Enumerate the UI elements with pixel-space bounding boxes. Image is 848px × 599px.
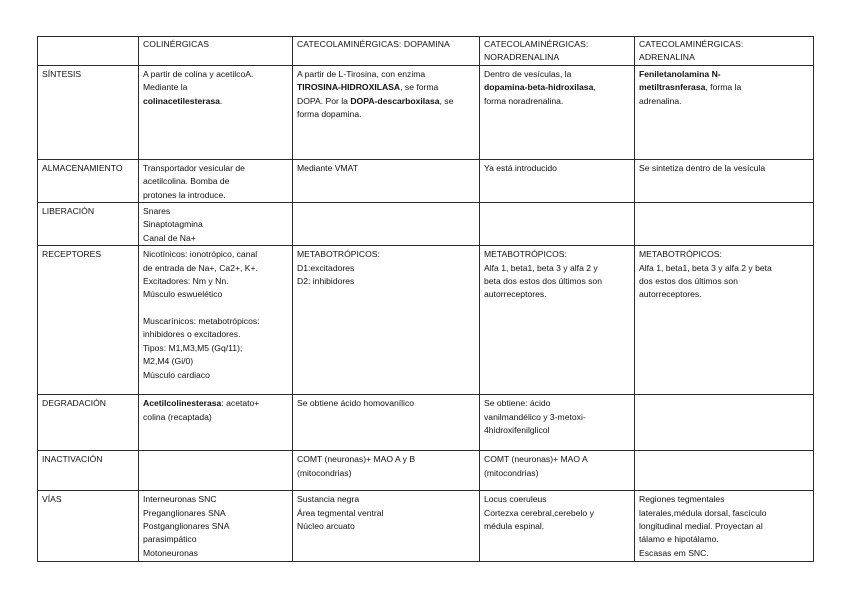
- cell-text-line: vanilmandélico y 3-metoxi-: [484, 411, 586, 422]
- table-cell: [480, 395, 635, 451]
- cell-text-line: Locus coeruleus: [484, 494, 547, 505]
- cell-text-line: (mitocondrias): [484, 467, 539, 478]
- table-cell: [139, 202, 293, 245]
- cell-paragraph: [484, 453, 630, 480]
- cell-text-line: médula espinal.: [484, 520, 545, 531]
- table-cell: [480, 159, 635, 202]
- table-cell: [635, 395, 814, 451]
- cell-text-line: laterales,médula dorsal, fascículo: [639, 507, 767, 518]
- cell-text-line: longitudinal medial. Proyectan al: [639, 520, 763, 531]
- cell-text-line: [143, 95, 288, 108]
- cell-text-line: [484, 81, 630, 94]
- cell-text-line: VÍAS: [42, 494, 62, 505]
- cell-text-line: D1:excitadores: [297, 262, 355, 273]
- cell-text-line: Cortezxa cerebral,cerebelo y: [484, 507, 594, 518]
- header-row: [38, 37, 814, 66]
- cell-paragraph: [484, 68, 630, 108]
- cell-paragraph: [639, 248, 809, 302]
- cell-text-line: NORADRENALINA: [484, 52, 560, 63]
- cell-text-line: acetilcolina. Bomba de: [143, 176, 230, 187]
- cell-paragraph: [639, 493, 809, 560]
- cell-text-line: (mitocondrias): [297, 467, 352, 478]
- table-cell: [635, 491, 814, 562]
- cell-text-line: protones la introduce.: [143, 189, 226, 200]
- cell-text-line: CATECOLAMINÉRGICAS:: [639, 39, 744, 49]
- cell-text-line: Sinaptotagmina: [143, 219, 203, 230]
- cell-text-line: colina (recaptada): [143, 411, 212, 422]
- cell-paragraph: [42, 248, 134, 261]
- column-header: [635, 37, 814, 66]
- cell-text-line: SÍNTESIS: [42, 68, 82, 79]
- cell-text-line: parasimpático: [143, 534, 197, 545]
- cell-text-line: Regiones tegmentales: [639, 494, 725, 505]
- cell-paragraph: [639, 68, 809, 108]
- text-segment: , se forma: [400, 82, 439, 93]
- cell-paragraph: [484, 248, 630, 302]
- cell-text-line: Escasas em SNC.: [639, 547, 709, 558]
- cell-paragraph: [143, 38, 288, 51]
- row-header: [38, 202, 139, 245]
- row-header: [38, 246, 139, 395]
- cell-paragraph: [639, 38, 809, 65]
- table-cell: [293, 395, 480, 451]
- cell-text-line: Preganglionares SNA: [143, 507, 226, 518]
- cell-text-line: RECEPTORES: [42, 249, 102, 260]
- cell-text-line: Postganglionares SNA: [143, 520, 230, 531]
- cell-text-line: Dentro de vesículas, la: [484, 68, 572, 79]
- bold-term: dopamina-beta-hidroxilasa: [484, 82, 594, 93]
- cell-paragraph: [297, 68, 475, 122]
- bold-term: Acetilcolinesterasa: [143, 398, 222, 409]
- cell-paragraph: [297, 453, 475, 480]
- cell-text-line: METABOTRÓPICOS:: [639, 249, 722, 260]
- cell-text-line: CATECOLAMINÉRGICAS:: [484, 39, 589, 49]
- cell-text-line: Mediante VMAT: [297, 162, 358, 173]
- cell-text-line: beta dos estos dos últimos son: [484, 275, 602, 286]
- cell-paragraph: [42, 205, 134, 218]
- table-cell: [293, 246, 480, 395]
- cell-text-line: Tipos: M1,M3,M5 (Gq/11);: [143, 342, 243, 353]
- cell-text-line: COLINÉRGICAS: [143, 39, 210, 49]
- table-cell: [635, 202, 814, 245]
- cell-paragraph: [42, 397, 134, 410]
- cell-paragraph: [143, 315, 288, 382]
- text-segment: ,: [593, 82, 596, 93]
- cell-text-line: tálamo e hipotálamo.: [639, 534, 719, 545]
- cell-text-line: forma dopamina.: [297, 108, 362, 119]
- text-segment: .: [219, 95, 223, 106]
- table-cell: [635, 246, 814, 395]
- cell-text-line: Mediante la: [143, 82, 188, 93]
- table-row: [38, 451, 814, 491]
- table-cell: [293, 491, 480, 562]
- cell-text-line: Músculo cardiaco: [143, 369, 210, 380]
- cell-text-line: Área tegmental ventral: [297, 507, 384, 518]
- cell-paragraph: [484, 38, 630, 65]
- bold-term: colinacetilesterasa: [143, 95, 220, 106]
- cell-paragraph: [297, 162, 475, 175]
- cell-text-line: autorreceptores.: [639, 289, 702, 300]
- cell-text-line: COMT (neuronas)+ MAO A y B: [297, 454, 416, 465]
- row-header: [38, 159, 139, 202]
- cell-paragraph: [484, 397, 630, 437]
- cell-paragraph: [143, 68, 288, 108]
- cell-paragraph: [143, 493, 288, 560]
- cell-text-line: DEGRADACIÓN: [42, 398, 106, 409]
- table-cell: [139, 246, 293, 395]
- cell-text-line: A partir de colina y acetilcoA.: [143, 68, 254, 79]
- row-header: [38, 451, 139, 491]
- cell-text-line: Excitadores: Nm y Nn.: [143, 275, 229, 286]
- bold-term: metiltrasnferasa: [639, 82, 706, 93]
- table-cell: [635, 65, 814, 159]
- table-cell: [293, 202, 480, 245]
- table-cell: [480, 451, 635, 491]
- cell-text-line: Músculo eswuelético: [143, 289, 223, 300]
- cell-text-line: autorreceptores.: [484, 289, 547, 300]
- cell-text-line: forma noradrenalina.: [484, 95, 564, 106]
- text-segment: : acetato+: [221, 398, 260, 409]
- cell-text-line: Alfa 1, beta1, beta 3 y alfa 2 y: [484, 262, 598, 273]
- cell-text-line: Se obtiene: ácido: [484, 398, 551, 409]
- cell-paragraph: [484, 493, 630, 533]
- cell-paragraph: [42, 68, 134, 81]
- column-header: [139, 37, 293, 66]
- table-cell: [293, 159, 480, 202]
- cell-text-line: [639, 68, 809, 81]
- cell-paragraph: [297, 38, 475, 51]
- cell-paragraph: [143, 162, 288, 202]
- table-cell: [635, 451, 814, 491]
- table-cell: [139, 451, 293, 491]
- cell-paragraph: [297, 248, 475, 288]
- cell-text-line: Transportador vesicular de: [143, 162, 245, 173]
- column-header: [38, 37, 139, 66]
- cell-text-line: [297, 95, 475, 108]
- table-row: [38, 202, 814, 245]
- cell-text-line: D2: inhibidores: [297, 275, 355, 286]
- cell-paragraph: [143, 397, 288, 424]
- cell-text-line: 4hidroxifenilglicol: [484, 424, 550, 435]
- text-segment: DOPA. Por la: [297, 95, 351, 106]
- table-cell: [293, 65, 480, 159]
- table-cell: [139, 491, 293, 562]
- cell-text-line: Interneuronas SNC: [143, 494, 217, 505]
- cell-text-line: METABOTRÓPICOS:: [484, 249, 567, 260]
- cell-text-line: [639, 81, 809, 94]
- cell-paragraph: [42, 453, 134, 466]
- cell-text-line: COMT (neuronas)+ MAO A: [484, 454, 588, 465]
- table-cell: [480, 491, 635, 562]
- table-cell: [139, 395, 293, 451]
- text-segment: , se: [439, 95, 454, 106]
- cell-paragraph: [42, 493, 134, 506]
- table-cell: [139, 65, 293, 159]
- table-cell: [480, 65, 635, 159]
- cell-text-line: adrenalina.: [639, 95, 682, 106]
- neurotransmitter-table: [37, 36, 814, 562]
- cell-text-line: Motoneuronas: [143, 547, 198, 558]
- cell-text-line: Sustancia negra: [297, 494, 360, 505]
- column-header: [480, 37, 635, 66]
- cell-paragraph: [42, 162, 134, 175]
- table-cell: [480, 246, 635, 395]
- table-cell: [480, 202, 635, 245]
- cell-text-line: Canal de Na+: [143, 232, 196, 243]
- cell-paragraph: [143, 205, 288, 245]
- bold-term: Feniletanolamina N-: [639, 68, 721, 79]
- cell-text-line: METABOTRÓPICOS:: [297, 249, 380, 260]
- cell-paragraph: [297, 397, 475, 410]
- bold-term: TIROSINA-HIDROXILASA: [297, 82, 401, 93]
- table-row: [38, 395, 814, 451]
- cell-text-line: Alfa 1, beta1, beta 3 y alfa 2 y beta: [639, 262, 772, 273]
- table-row: [38, 491, 814, 562]
- bold-term: DOPA-descarboxilasa: [350, 95, 440, 106]
- table-body: [38, 37, 814, 562]
- cell-text-line: de entrada de Na+, Ca2+, K+.: [143, 262, 258, 273]
- text-segment: , forma la: [705, 82, 742, 93]
- cell-text-line: ALMACENAMIENTO: [42, 162, 123, 173]
- table-cell: [139, 159, 293, 202]
- cell-text-line: Núcleo arcuato: [297, 520, 355, 531]
- cell-text-line: Nicotínicos: ionotrópico, canal: [143, 249, 258, 260]
- cell-text-line: INACTIVACIÓN: [42, 454, 103, 465]
- cell-text-line: dos estos dos últimos son: [639, 275, 738, 286]
- cell-text-line: Se sintetiza dentro de la vesícula: [639, 162, 766, 173]
- cell-text-line: Ya está introducido: [484, 162, 557, 173]
- cell-text-line: LIBERACIÓN: [42, 205, 95, 216]
- table-row: [38, 159, 814, 202]
- cell-text-line: [143, 397, 288, 410]
- row-header: [38, 491, 139, 562]
- cell-text-line: M2,M4 (Gi/0): [143, 356, 194, 367]
- cell-text-line: inhibidores o excitadores.: [143, 329, 241, 340]
- cell-text-line: Se obtiene ácido homovanílico: [297, 398, 415, 409]
- cell-paragraph: [297, 493, 475, 533]
- cell-text-line: Snares: [143, 205, 171, 216]
- table-row: [38, 246, 814, 395]
- cell-text-line: [297, 81, 475, 94]
- table-cell: [293, 451, 480, 491]
- cell-paragraph: [639, 162, 809, 175]
- cell-text-line: A partir de L-Tirosina, con enzima: [297, 68, 426, 79]
- cell-text-line: Muscarínicos: metabotrópicos:: [143, 316, 260, 327]
- cell-paragraph: [143, 248, 288, 302]
- table-cell: [635, 159, 814, 202]
- cell-paragraph: [484, 162, 630, 175]
- cell-text-line: ADRENALINA: [639, 52, 695, 63]
- row-header: [38, 395, 139, 451]
- table-row: [38, 65, 814, 159]
- column-header: [293, 37, 480, 66]
- row-header: [38, 65, 139, 159]
- cell-text-line: CATECOLAMINÉRGICAS: DOPAMINA: [297, 39, 450, 49]
